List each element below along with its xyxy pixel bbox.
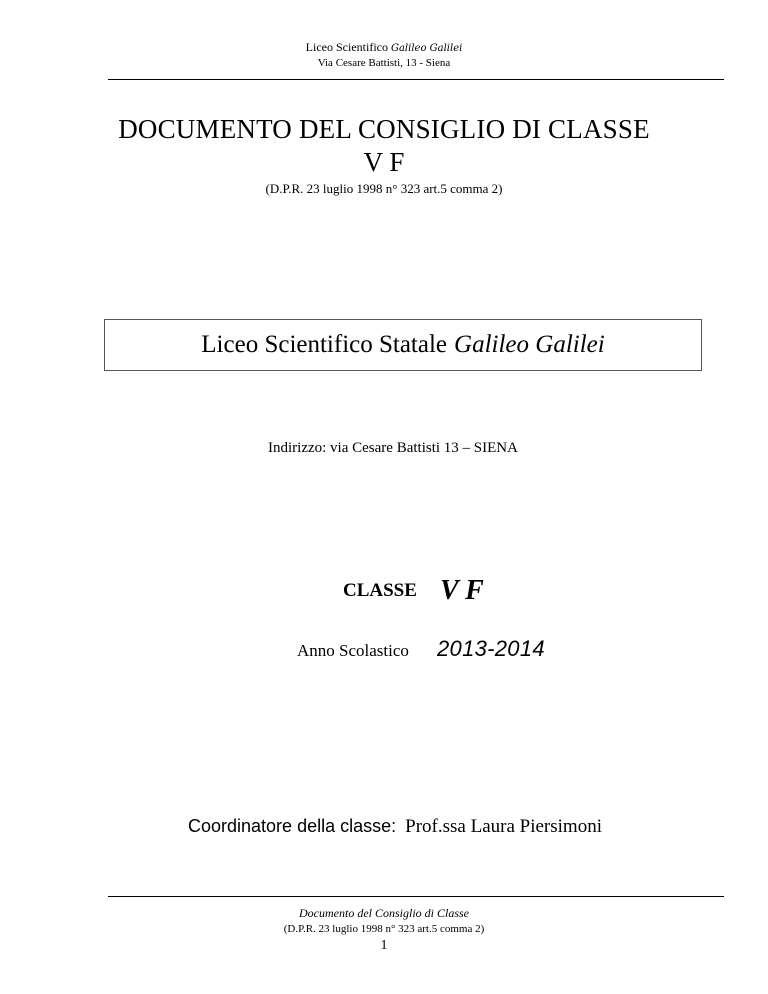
coordinator-line bbox=[188, 816, 602, 838]
footer-title: Documento del Consiglio di Classe bbox=[299, 906, 469, 920]
footer-reference: (D.P.R. 23 luglio 1998 n° 323 art.5 comma 2) bbox=[283, 923, 485, 935]
school-box-name: Galileo Galilei bbox=[454, 331, 605, 358]
school-name-box bbox=[104, 319, 702, 371]
classe-label: CLASSE bbox=[343, 580, 417, 601]
document-reference: (D.P.R. 23 luglio 1998 n° 323 art.5 comma 2) bbox=[265, 181, 503, 196]
school-box-prefix: Liceo Scientifico Statale bbox=[201, 331, 448, 358]
classe-value: V F bbox=[440, 575, 484, 606]
header-school-prefix: Liceo Scientifico bbox=[305, 40, 388, 54]
coordinator-name: Prof.ssa Laura Piersimoni bbox=[405, 816, 602, 837]
document-class-title: V F bbox=[363, 147, 405, 177]
footer-divider bbox=[108, 896, 724, 897]
anno-value: 2013-2014 bbox=[437, 636, 545, 661]
page-number: 1 bbox=[380, 938, 388, 953]
document-title: DOCUMENTO DEL CONSIGLIO DI CLASSE bbox=[118, 114, 650, 144]
header-address: Via Cesare Battisti, 13 - Siena bbox=[317, 57, 451, 69]
coordinator-label: Coordinatore della classe: bbox=[188, 816, 397, 836]
header-school-line bbox=[0, 40, 768, 55]
anno-label: Anno Scolastico bbox=[297, 641, 409, 660]
header-school-name: Galileo Galilei bbox=[390, 43, 463, 54]
header-divider bbox=[108, 79, 724, 80]
school-address: Indirizzo: via Cesare Battisti 13 – SIENA bbox=[268, 440, 518, 456]
